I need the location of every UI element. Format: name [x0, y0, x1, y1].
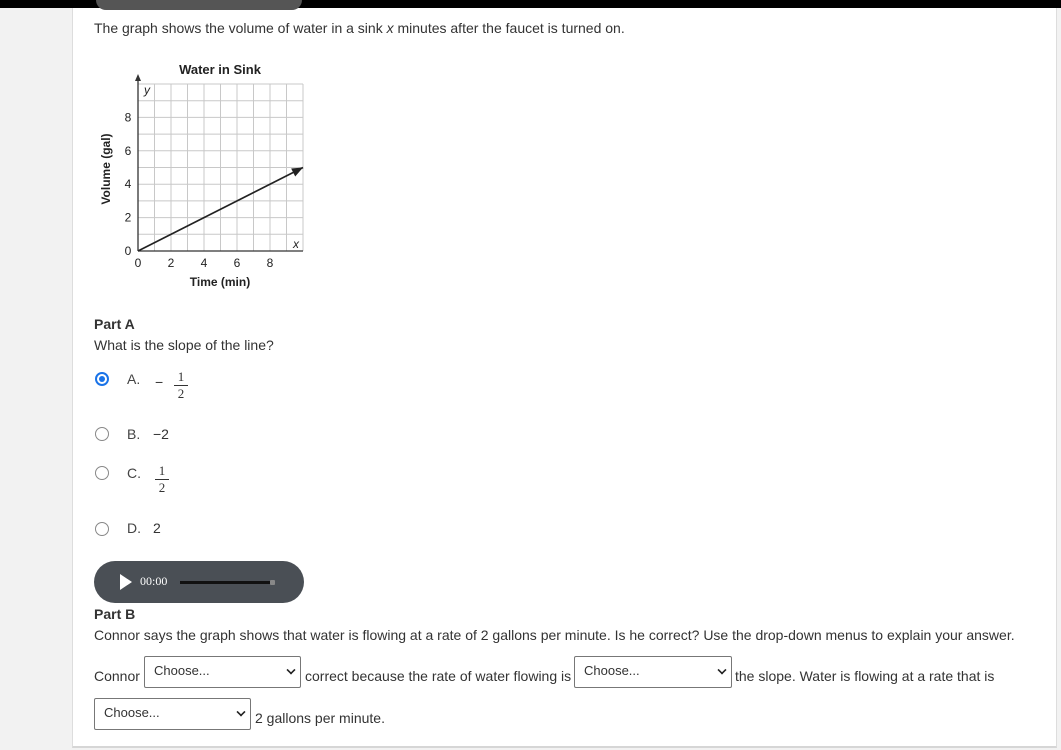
part-a-label: Part A — [94, 316, 135, 332]
y-tick-label: 6 — [124, 143, 132, 158]
prompt-variable: x — [386, 20, 394, 36]
slope-comparison-dropdown[interactable] — [574, 656, 732, 688]
option-c-fraction — [155, 464, 169, 495]
sentence-text-rate: correct because the rate of water flowing is — [305, 668, 572, 684]
y-axis-variable: y — [144, 83, 150, 97]
y-tick-label: 2 — [124, 210, 132, 225]
audio-progress-track[interactable] — [180, 581, 274, 584]
option-b-radio[interactable] — [95, 427, 109, 441]
y-tick-label: 4 — [124, 177, 132, 192]
x-tick-label: 4 — [200, 256, 208, 270]
chart-title: Water in Sink — [179, 62, 261, 77]
x-tick-label: 2 — [167, 256, 175, 270]
option-a-fraction — [174, 370, 188, 401]
option-a-radio[interactable] — [95, 372, 109, 386]
sentence-text-gallons: 2 gallons per minute. — [255, 710, 385, 726]
chart-grid — [138, 84, 303, 251]
correctness-dropdown-value: Choose... — [154, 663, 210, 678]
audio-progress-handle[interactable] — [270, 580, 275, 585]
option-a-denominator: 2 — [177, 386, 185, 401]
chevron-down-icon — [236, 707, 245, 716]
x-axis-label: Time (min) — [189, 275, 251, 289]
x-axis-variable: x — [293, 237, 299, 251]
correctness-dropdown[interactable] — [144, 656, 301, 688]
part-b-label: Part B — [94, 606, 136, 622]
chevron-down-icon — [286, 665, 295, 674]
option-d-value: 2 — [153, 520, 161, 536]
prompt-suffix: minutes after the faucet is turned on. — [393, 20, 625, 36]
play-icon[interactable] — [120, 574, 132, 590]
slope-comparison-dropdown-value: Choose... — [584, 663, 640, 678]
x-tick-label: 6 — [233, 256, 241, 270]
sentence-text-slope: the slope. Water is flowing at a rate that is — [735, 668, 995, 684]
question-prompt — [94, 20, 625, 36]
part-b-question: Connor says the graph shows that water is flowing at a rate of 2 gallons per minute. Is he correct? Use the drop-down menus to explain your answer. — [94, 627, 1015, 643]
rate-comparison-dropdown-value: Choose... — [104, 705, 160, 720]
option-b-letter: B. — [127, 426, 141, 442]
option-a-letter: A. — [127, 371, 141, 387]
part-a-question: What is the slope of the line? — [94, 337, 274, 353]
x-tick-label: 0 — [134, 256, 142, 270]
prompt-prefix: The graph shows the volume of water in a sink — [94, 20, 387, 36]
option-d-letter: D. — [127, 520, 141, 536]
chevron-down-icon — [717, 665, 726, 674]
audio-player — [94, 561, 304, 603]
audio-time: 00:00 — [140, 574, 168, 588]
option-c-radio[interactable] — [95, 466, 109, 480]
y-axis-arrow — [135, 74, 141, 81]
option-a-numerator: 1 — [177, 369, 185, 384]
option-a-sign: − — [155, 374, 164, 390]
y-axis-label: Volume (gal) — [99, 133, 113, 205]
option-c-numerator: 1 — [158, 463, 166, 478]
y-tick-label: 0 — [124, 244, 132, 258]
y-tick-label: 8 — [124, 110, 132, 125]
x-tick-label: 8 — [266, 256, 274, 270]
option-c-letter: C. — [127, 465, 141, 481]
top-audio-player-edge — [96, 0, 302, 10]
sentence-text-connor: Connor — [94, 668, 140, 684]
rate-comparison-dropdown[interactable] — [94, 698, 251, 730]
water-in-sink-chart — [96, 58, 326, 298]
option-b-value: −2 — [153, 426, 169, 442]
option-d-radio[interactable] — [95, 522, 109, 536]
option-c-denominator: 2 — [158, 480, 166, 495]
